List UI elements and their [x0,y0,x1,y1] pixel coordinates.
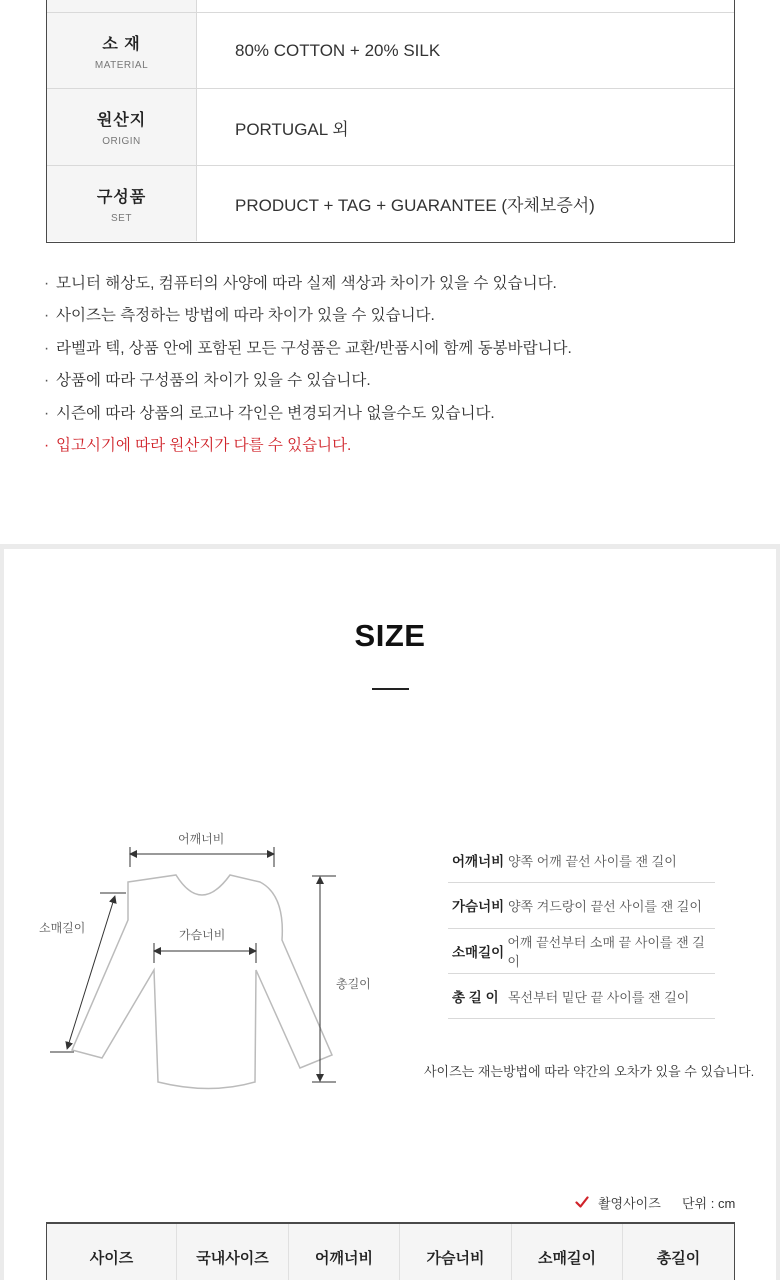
measurement-legend [448,838,715,1019]
chest-label: 가슴너비 [179,928,226,942]
info-row-partial [47,0,734,12]
info-row-material [47,12,734,88]
section-frame-right [776,544,780,1280]
info-head-partial [47,0,197,12]
product-info-table [46,0,735,243]
notice-item: · 라벨과 텍, 상품 안에 포함된 모든 구성품은 교환/반품시에 함께 동봉바랍니다. [44,339,572,357]
info-head-origin [47,89,197,165]
info-row-set [47,165,734,241]
info-label-en: SET [111,212,132,224]
size-section-title: SIZE [354,618,426,653]
info-label-ko: 원산지 [96,112,147,129]
section-divider [0,544,780,549]
total-length-label: 총길이 [336,977,371,991]
section-frame-left [0,544,4,1280]
info-head-set [47,166,197,241]
info-head-material [47,13,197,88]
info-value-origin: PORTUGAL 외 [235,119,349,139]
sleeve-label: 소매길이 [39,921,86,935]
col-chest: 가슴너비 [400,1224,512,1280]
notice-item: · 상품에 따라 구성품의 차이가 있을 수 있습니다. [44,372,371,390]
info-label-ko: 구성품 [96,188,147,206]
col-kr-size: 국내사이즈 [177,1224,289,1280]
col-total: 총길이 [656,1250,701,1267]
info-value-set: PRODUCT + TAG + GUARANTEE (자체보증서) [235,196,595,215]
legend-row: 총 길 이 목선부터 밑단 끝 사이를 잰 길이 [448,974,715,1019]
size-table-header [46,1222,735,1280]
shoulder-label: 어깨너비 [178,832,225,846]
info-label-ko: 소 재 [102,35,141,53]
garment-diagram [30,820,371,1110]
title-underline [372,688,409,690]
info-value-material: 80% COTTON + 20% SILK [235,40,441,60]
notice-item: · 시즌에 따라 상품의 로고나 각인은 변경되거나 없을수도 있습니다. [44,404,495,422]
shirt-illustration [30,820,360,1110]
col-size: 사이즈 [47,1224,177,1280]
photo-size-label: 촬영사이즈 [598,1196,661,1211]
notice-item-highlight: · 입고시기에 따라 원산지가 다를 수 있습니다. [44,436,352,454]
check-icon [575,1195,589,1209]
info-label-en: ORIGIN [102,136,141,147]
notice-item: · 모니터 해상도, 컴퓨터의 사양에 따라 실제 색상과 차이가 있을 수 있습니다. [44,275,557,292]
col-sleeve: 소매길이 [512,1224,623,1280]
legend-row: 가슴너비 양쪽 겨드랑이 끝선 사이를 잰 길이 [448,883,715,928]
unit-label: 단위 : cm [682,1196,736,1211]
notice-item: · 사이즈는 측정하는 방법에 따라 차이가 있을 수 있습니다. [44,307,435,325]
legend-row: 어깨너비 양쪽 어깨 끝선 사이를 잰 길이 [448,838,715,883]
notice-list [44,272,572,466]
info-row-origin [47,88,734,165]
col-shoulder: 어깨너비 [289,1224,400,1280]
info-label-en: MATERIAL [94,59,149,71]
size-disclaimer: 사이즈는 재는방법에 따라 약간의 오차가 있을 수 있습니다. [424,1064,755,1079]
legend-row: 소매길이 어깨 끝선부터 소매 끝 사이를 잰 길이 [448,929,715,974]
